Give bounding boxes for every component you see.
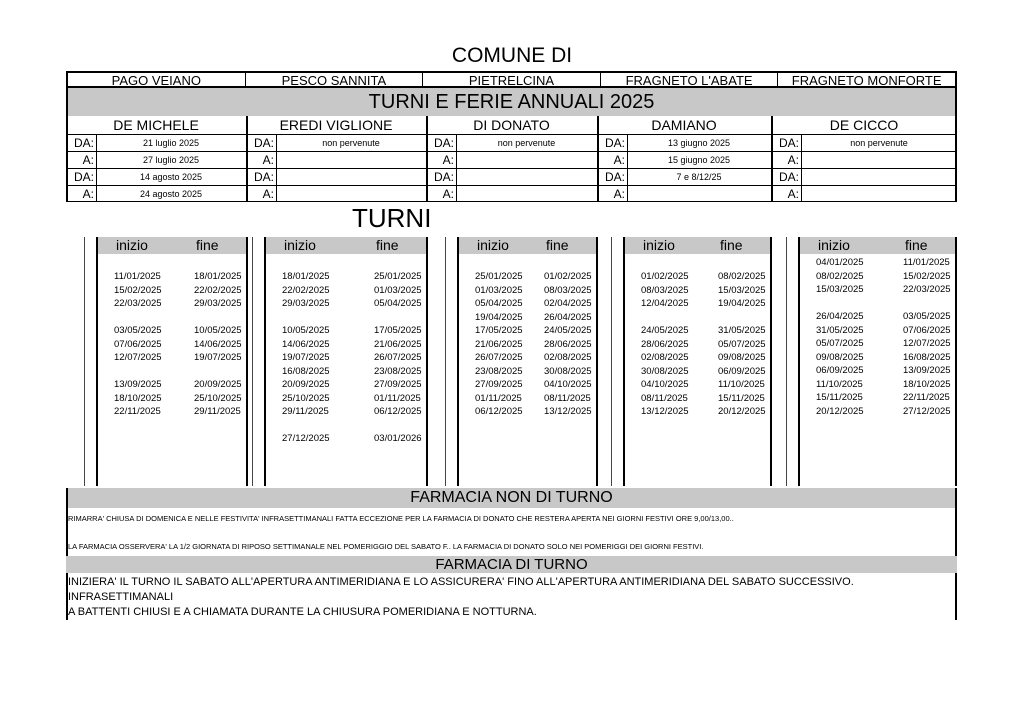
pharmacy-name: EREDI VIGLIONE: [279, 117, 393, 133]
turno-end: 05/04/2025: [374, 298, 422, 309]
inizio-label: inizio: [818, 237, 850, 253]
turno-start: 27/09/2025: [475, 379, 523, 390]
fine-label: fine: [720, 237, 743, 253]
date-label: A:: [262, 153, 274, 167]
date-value: 7 e 8/12/25: [676, 172, 722, 182]
guide-line: [252, 237, 253, 486]
date-label: A:: [262, 187, 274, 201]
turno-end: 01/02/2025: [544, 271, 592, 282]
turno-end: 20/12/2025: [718, 406, 766, 417]
turno-line: A BATTENTI CHIUSI E A CHIAMATA DURANTE LA CHIUSURA POMERIDIANA E NOTTURNA.: [68, 606, 537, 618]
turno-end: 02/04/2025: [544, 298, 592, 309]
date-label: DA:: [73, 136, 94, 150]
turno-end: 26/07/2025: [374, 352, 422, 363]
turno-start: 17/05/2025: [475, 325, 523, 336]
turno-end: 22/03/2025: [903, 284, 951, 295]
turno-end: 21/06/2025: [374, 338, 422, 350]
turno-end: 08/03/2025: [544, 284, 592, 296]
guide-line: [786, 237, 787, 486]
turno-start: 01/03/2025: [475, 284, 523, 296]
date-value: 27 luglio 2025: [142, 155, 200, 165]
turno-start: 12/07/2025: [114, 352, 162, 363]
turno-start: 26/07/2025: [475, 352, 523, 363]
fine-label: fine: [376, 237, 399, 253]
turno-start: 06/12/2025: [475, 406, 523, 417]
inizio-label: inizio: [284, 237, 316, 253]
turno-line: INIZIERA' IL TURNO IL SABATO ALL'APERTURA ANTIMERIDIANA E LO ASSICURERA' FINO ALL'APERTURA ANTIMERIDIANA DEL SABATO SUCCESSIVO.: [68, 576, 854, 588]
turno-start: 10/05/2025: [282, 325, 330, 336]
date-label: A:: [442, 187, 454, 201]
non-turno-note-1: RIMARRA' CHIUSA DI DOMENICA E NELLE FESTIVITA' INFRASETTIMANALI FATTA ECCEZIONE PER LA FARMACIA DI DONATO CHE RESTERA APERTA NEI GIORNI FESTIVI ORE 9,00/13,00..: [68, 514, 734, 523]
turno-start: 07/06/2025: [114, 338, 162, 350]
turno-end: 28/06/2025: [544, 338, 592, 350]
turno-end: 01/11/2025: [374, 392, 421, 404]
group-border: [770, 237, 772, 486]
turno-end: 23/08/2025: [374, 365, 422, 377]
turno-start: 23/08/2025: [475, 365, 523, 377]
date-value: 14 agosto 2025: [139, 172, 203, 182]
fine-label: fine: [196, 237, 219, 253]
date-value: [456, 169, 597, 185]
town-cell: FRAGNETO MONFORTE: [791, 73, 942, 88]
turno-end: 27/12/2025: [903, 405, 951, 417]
turno-end: 03/05/2025: [903, 311, 951, 322]
date-label: DA:: [73, 170, 94, 184]
pharmacy-name: DE MICHELE: [113, 117, 199, 133]
turno-line: INFRASETTIMANALI: [68, 591, 174, 603]
inizio-label: inizio: [477, 237, 509, 253]
turno-end: 24/05/2025: [544, 325, 592, 336]
turno-end: 25/10/2025: [194, 392, 242, 404]
turno-end: 27/09/2025: [374, 379, 422, 390]
turno-start: 04/01/2025: [816, 257, 864, 268]
turno-end: 29/03/2025: [194, 298, 242, 309]
turno-end: 30/08/2025: [544, 365, 592, 377]
towns-row: [66, 71, 957, 88]
turno-start: 13/12/2025: [641, 406, 689, 417]
inizio-label: inizio: [116, 237, 148, 253]
turno-start: 20/12/2025: [816, 405, 864, 417]
turno-start: 19/07/2025: [282, 352, 330, 363]
turno-end: 18/10/2025: [903, 378, 951, 390]
turno-end: 11/10/2025: [718, 379, 765, 390]
turno-end: 29/11/2025: [194, 406, 241, 417]
turno-end: 17/05/2025: [374, 325, 422, 336]
turno-end: 05/07/2025: [718, 338, 766, 350]
turno-start: 14/06/2025: [282, 338, 330, 350]
date-value: 24 agosto 2025: [139, 189, 203, 199]
town-cell: FRAGNETO L'ABATE: [601, 73, 779, 86]
turno-end: 09/08/2025: [718, 352, 766, 363]
turno-end: 15/03/2025: [718, 284, 766, 296]
non-turno-title: FARMACIA NON DI TURNO: [66, 488, 957, 508]
turno-end: 14/06/2025: [194, 338, 242, 350]
turno-end: 08/02/2025: [718, 271, 766, 282]
turno-end: 19/04/2025: [718, 298, 766, 309]
turno-start: 25/10/2025: [282, 392, 330, 404]
turno-start: 24/05/2025: [641, 325, 689, 336]
turno-end: 18/01/2025: [194, 271, 242, 282]
turno-start: 09/08/2025: [816, 351, 864, 363]
group-border: [264, 237, 266, 486]
turno-start: 15/03/2025: [816, 284, 864, 295]
turno-start: 06/09/2025: [816, 365, 864, 376]
date-value: 15 giugno 2025: [667, 155, 731, 165]
turno-start: 11/10/2025: [816, 378, 863, 390]
date-value: 21 luglio 2025: [142, 138, 200, 148]
turno-end: 22/11/2025: [903, 392, 950, 403]
date-value: [801, 186, 957, 202]
turno-start: 15/11/2025: [816, 392, 863, 403]
pharmacy-name: DI DONATO: [473, 117, 550, 133]
turno-start: 11/01/2025: [114, 271, 161, 282]
group-border: [96, 237, 98, 486]
turno-start: 01/11/2025: [475, 392, 522, 404]
date-value: non pervenute: [850, 138, 908, 148]
date-label: A:: [82, 187, 94, 201]
turno-start: 08/11/2025: [641, 392, 688, 404]
date-value: [627, 186, 771, 202]
date-label: A:: [787, 187, 799, 201]
date-label: DA:: [604, 136, 625, 150]
turno-start: 28/06/2025: [641, 338, 689, 350]
date-label: DA:: [433, 170, 454, 184]
date-label: DA:: [778, 170, 799, 184]
turno-start: 29/11/2025: [282, 406, 329, 417]
date-label: A:: [613, 187, 625, 201]
date-value: 13 giugno 2025: [667, 138, 731, 148]
turno-end: 13/09/2025: [903, 365, 951, 376]
turno-end: 02/08/2025: [544, 352, 592, 363]
ferie-title: TURNI E FERIE ANNUALI 2025: [66, 88, 957, 116]
date-value: [276, 152, 426, 168]
date-label: A:: [442, 153, 454, 167]
turno-start: 27/12/2025: [282, 433, 330, 444]
date-value: [276, 169, 426, 185]
turno-start: 30/08/2025: [641, 365, 689, 377]
turno-start: 05/07/2025: [816, 338, 864, 349]
date-value: [456, 186, 597, 202]
turno-end: 26/04/2025: [544, 311, 592, 323]
town-cell: PAGO VEIANO: [68, 73, 246, 86]
turno-end: 08/11/2025: [544, 392, 591, 404]
turno-end: 07/06/2025: [903, 324, 951, 336]
date-label: DA:: [778, 136, 799, 150]
date-value: [276, 186, 426, 202]
turno-end: 15/02/2025: [903, 270, 951, 282]
turno-end: 16/08/2025: [903, 351, 951, 363]
date-label: DA:: [433, 136, 454, 150]
group-border: [623, 237, 625, 486]
turno-start: 22/03/2025: [114, 298, 162, 309]
fine-label: fine: [905, 237, 928, 253]
turno-start: 04/10/2025: [641, 379, 689, 390]
date-label: DA:: [253, 136, 274, 150]
turno-end: 13/12/2025: [544, 406, 592, 417]
town-cell: PIETRELCINA: [423, 73, 601, 86]
date-value: [456, 152, 597, 168]
date-value: non pervenute: [497, 138, 556, 148]
turno-end: 10/05/2025: [194, 325, 242, 336]
turno-start: 22/02/2025: [282, 284, 330, 296]
turno-start: 12/04/2025: [641, 298, 689, 309]
page-title: COMUNE DI: [451, 44, 573, 67]
group-border: [955, 237, 957, 486]
date-label: A:: [82, 153, 94, 167]
turno-start: 13/09/2025: [114, 379, 162, 390]
town-cell: PESCO SANNITA: [246, 73, 424, 86]
date-value: [801, 169, 957, 185]
date-value: non pervenute: [322, 138, 380, 148]
non-turno-note-2: LA FARMACIA OSSERVERA' LA 1/2 GIORNATA DI RIPOSO SETTIMANALE NEL POMERIGGIO DEL SABATO F.. LA FARMACIA DI DONATO SOLO NEI POMERIGGI DEI GIORNI FESTIVI.: [68, 542, 704, 551]
turni-title: TURNI: [352, 203, 432, 233]
group-border: [426, 237, 428, 486]
turno-start: 08/02/2025: [816, 270, 864, 282]
turno-start: 25/01/2025: [475, 271, 523, 282]
turno-start: 01/02/2025: [641, 271, 689, 282]
turno-end: 31/05/2025: [718, 325, 766, 336]
turno-end: 12/07/2025: [903, 338, 951, 349]
date-label: DA:: [604, 170, 625, 184]
turno-start: 18/01/2025: [282, 271, 330, 282]
turno-end: 06/09/2025: [718, 365, 766, 377]
turno-start: 08/03/2025: [641, 284, 689, 296]
turno-start: 19/04/2025: [475, 311, 523, 323]
fine-label: fine: [546, 237, 569, 253]
turno-end: 01/03/2025: [374, 284, 422, 296]
group-border: [457, 237, 459, 486]
turno-start: 05/04/2025: [475, 298, 523, 309]
turno-start: 02/08/2025: [641, 352, 689, 363]
pharmacy-name: DAMIANO: [651, 117, 717, 133]
turno-start: 20/09/2025: [282, 379, 330, 390]
turno-start: 18/10/2025: [114, 392, 162, 404]
inizio-label: inizio: [643, 237, 675, 253]
turno-start: 21/06/2025: [475, 338, 523, 350]
turno-start: 15/02/2025: [114, 284, 162, 296]
turno-start: 22/11/2025: [114, 406, 161, 417]
turno-end: 03/01/2026: [374, 433, 422, 444]
date-label: A:: [613, 153, 625, 167]
date-value: [801, 152, 957, 168]
turno-end: 20/09/2025: [194, 379, 242, 390]
turno-end: 06/12/2025: [374, 406, 422, 417]
turno-start: 31/05/2025: [816, 324, 864, 336]
guide-line: [445, 237, 446, 486]
pharmacy-name: DE CICCO: [829, 117, 899, 133]
group-border: [596, 237, 598, 486]
turno-end: 19/07/2025: [194, 352, 242, 363]
guide-line: [611, 237, 612, 486]
turno-end: 25/01/2025: [374, 271, 422, 282]
turno-end: 04/10/2025: [544, 379, 592, 390]
turno-start: 29/03/2025: [282, 298, 330, 309]
turno-start: 16/08/2025: [282, 365, 330, 377]
group-border: [246, 237, 248, 486]
group-border: [798, 237, 800, 486]
turno-start: 26/04/2025: [816, 311, 864, 322]
date-label: A:: [787, 153, 799, 167]
turno-end: 15/11/2025: [718, 392, 765, 404]
turno-start: 03/05/2025: [114, 325, 162, 336]
turno-end: 22/02/2025: [194, 284, 242, 296]
turno-title: FARMACIA DI TURNO: [66, 556, 957, 573]
right-border: [955, 488, 957, 620]
turno-end: 11/01/2025: [903, 257, 950, 268]
date-label: DA:: [253, 170, 274, 184]
guide-line: [84, 237, 85, 486]
